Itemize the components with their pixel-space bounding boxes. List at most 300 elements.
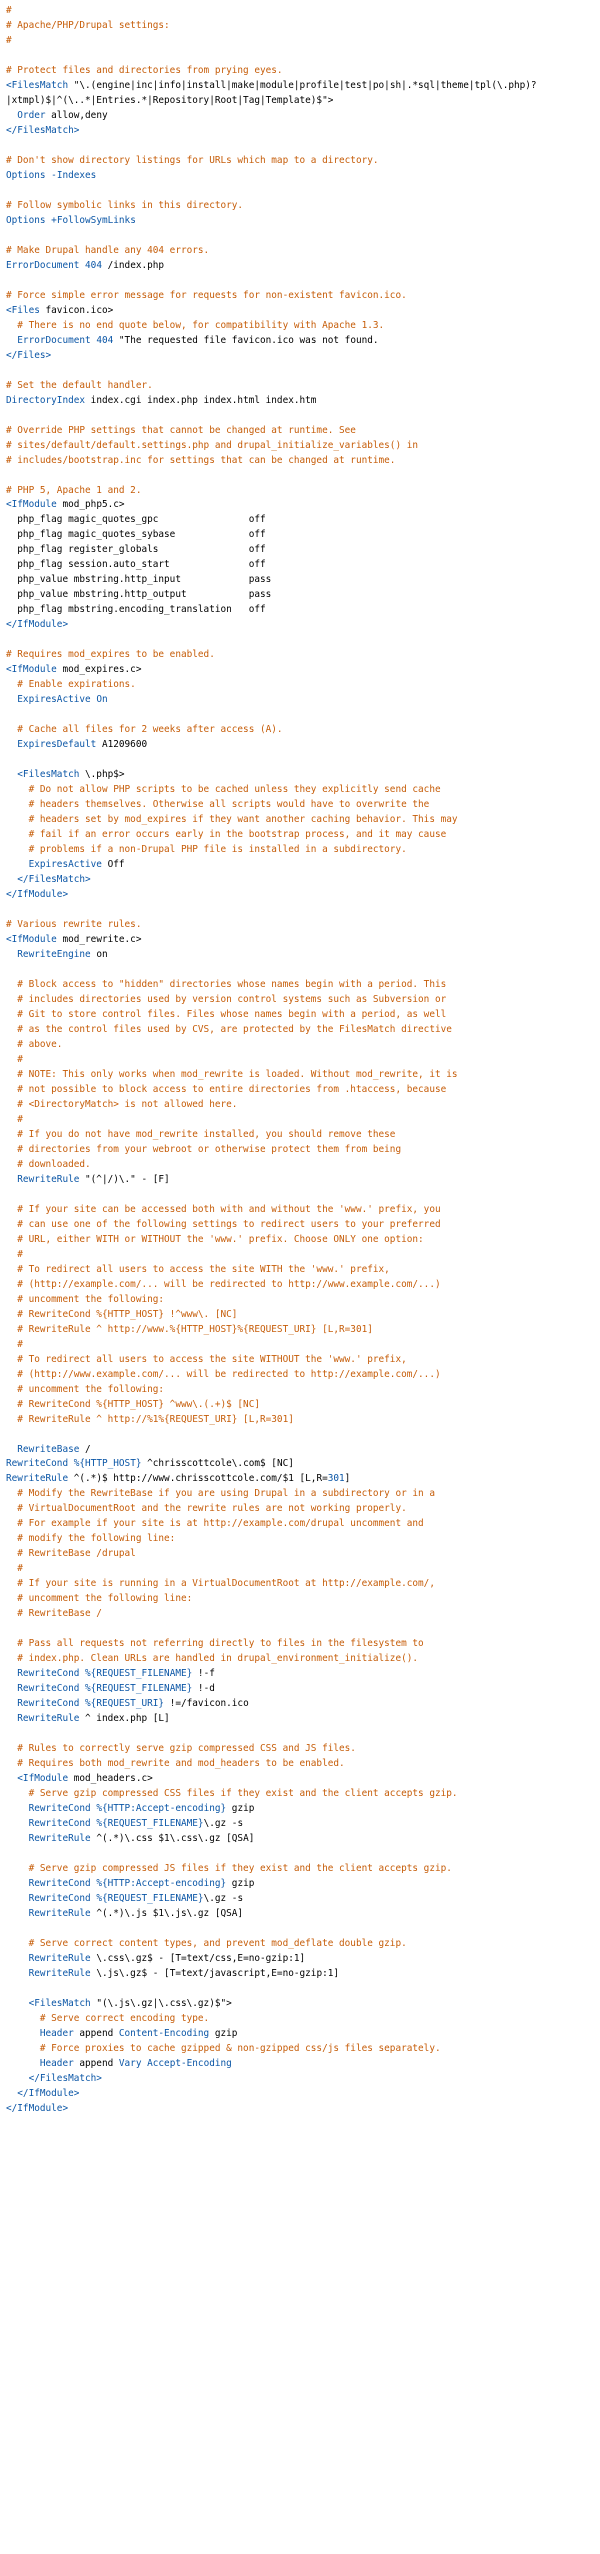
code-line: [6, 1233, 600, 1248]
code-line: [6, 858, 600, 873]
code-keyword: ExpiresActive: [6, 694, 91, 706]
code-comment: # RewriteCond %{HTTP_HOST} ^www\.(.+)$ [NC]: [6, 1398, 260, 1410]
code-line: [6, 94, 600, 109]
code-comment: #: [6, 1113, 23, 1125]
code-comment: # To redirect all users to access the site WITHOUT the 'www.' prefix,: [6, 1353, 407, 1365]
code-line: [6, 1098, 600, 1113]
code-line: [6, 1487, 600, 1502]
code-line: [6, 1652, 600, 1667]
code-line: [6, 1547, 600, 1562]
code-line: [6, 169, 600, 184]
code-line: [6, 1952, 600, 1967]
code-keyword: RewriteCond: [6, 1893, 91, 1905]
code-line: [6, 1293, 600, 1308]
code-keyword: %{REQUEST_FILENAME}: [85, 1668, 193, 1680]
code-keyword: </IfModule>: [6, 2087, 80, 2099]
code-line: [6, 1997, 600, 2012]
code-line: [6, 978, 600, 993]
code-line: [6, 543, 600, 558]
code-text: \.js\.gz$ - [T=text/javascript,E=no-gzip:1]: [90, 1967, 340, 1979]
code-text: index.cgi index.php index.html index.htm: [85, 394, 317, 406]
code-comment: # Protect files and directories from prying eyes.: [6, 64, 283, 76]
code-line: [6, 693, 600, 708]
code-keyword: %{HTTP_HOST}: [73, 1458, 142, 1470]
code-comment: # Serve gzip compressed CSS files if they exist and the client accepts gzip.: [6, 1788, 458, 1800]
code-text: ^(.*)\.js $1\.js\.gz [QSA]: [90, 1908, 244, 1920]
code-text: gzip: [226, 1803, 255, 1815]
code-line: [6, 1113, 600, 1128]
code-line: [6, 124, 600, 139]
code-line: [6, 1817, 600, 1832]
code-keyword: RewriteCond: [6, 1698, 80, 1710]
code-line: [6, 1502, 600, 1517]
code-line: [6, 1398, 600, 1413]
code-keyword: -Indexes: [51, 169, 97, 181]
code-comment: # can use one of the following settings to redirect users to your preferred: [6, 1218, 441, 1230]
code-line: [6, 1278, 600, 1293]
code-text: php_flag magic_quotes_gpc off: [6, 514, 266, 526]
code-line: [6, 4, 600, 19]
code-keyword: Header: [6, 2027, 74, 2039]
code-line: [6, 2087, 600, 2102]
code-keyword: <IfModule: [6, 499, 57, 511]
code-line: [6, 633, 600, 648]
code-keyword: %{HTTP:Accept-encoding}: [96, 1878, 227, 1890]
code-line: [6, 1218, 600, 1233]
code-text: !=/favicon.ico: [164, 1698, 249, 1710]
code-text: Off: [101, 859, 125, 871]
code-text: mod_expires.c>: [56, 664, 142, 676]
code-keyword: ErrorDocument: [6, 334, 91, 346]
code-keyword: </FilesMatch>: [6, 124, 80, 136]
code-line: [6, 379, 600, 394]
code-comment: # RewriteRule ^ http://%1%{REQUEST_URI} [L,R=301]: [6, 1413, 294, 1425]
code-line: [6, 1323, 600, 1338]
code-line: [6, 1368, 600, 1383]
code-line: [6, 1053, 600, 1068]
code-line: [6, 873, 600, 888]
code-text: php_flag register_globals off: [6, 544, 266, 556]
code-keyword: RewriteCond: [6, 1683, 80, 1695]
code-keyword: RewriteRule: [6, 1952, 91, 1964]
code-line: [6, 618, 600, 633]
code-line: [6, 334, 600, 349]
code-text: A1209600: [96, 739, 148, 751]
code-keyword: Order: [6, 109, 46, 121]
code-line: [6, 513, 600, 528]
code-comment: # includes/bootstrap.inc for settings that can be changed at runtime.: [6, 454, 396, 466]
code-keyword: </IfModule>: [6, 619, 69, 631]
code-keyword: <IfModule: [6, 1773, 69, 1785]
code-text: gzip: [209, 2027, 238, 2039]
code-keyword: RewriteEngine: [6, 949, 91, 961]
code-comment: # fail if an error occurs early in the bootstrap process, and it may cause: [6, 829, 447, 841]
code-line: [6, 1068, 600, 1083]
code-line: [6, 2012, 600, 2027]
code-line: [6, 319, 600, 334]
code-comment: # Make Drupal handle any 404 errors.: [6, 244, 210, 256]
code-keyword: Vary: [118, 2057, 142, 2069]
code-line: [6, 1143, 600, 1158]
code-comment: # RewriteBase /: [6, 1608, 102, 1620]
code-line: [6, 933, 600, 948]
code-keyword: RewriteCond: [6, 1818, 91, 1830]
code-line: [6, 1667, 600, 1682]
code-keyword: %{HTTP:Accept-encoding}: [96, 1803, 227, 1815]
code-line: [6, 409, 600, 424]
code-line: [6, 1263, 600, 1278]
code-text: /: [79, 1443, 91, 1455]
code-line: [6, 394, 600, 409]
code-line: [6, 2057, 600, 2072]
code-comment: # Set the default handler.: [6, 379, 153, 391]
code-comment: # Serve correct encoding type.: [6, 2012, 210, 2024]
code-line: [6, 259, 600, 274]
code-line: [6, 1008, 600, 1023]
code-keyword: RewriteCond: [6, 1878, 91, 1890]
code-comment: # There is no end quote below, for compatibility with Apache 1.3.: [6, 319, 385, 331]
code-keyword: ErrorDocument: [6, 259, 80, 271]
code-keyword: Accept-Encoding: [147, 2057, 232, 2069]
code-comment: # Force proxies to cache gzipped & non-gzipped css/js files separately.: [6, 2042, 441, 2054]
code-keyword: RewriteRule: [6, 1173, 80, 1185]
code-text: "(^|/)\." - [F]: [79, 1173, 170, 1185]
code-line: [6, 349, 600, 364]
code-comment: # URL, either WITH or WITHOUT the 'www.' prefix. Choose ONLY one option:: [6, 1233, 424, 1245]
code-line: [6, 1607, 600, 1622]
code-line: [6, 244, 600, 259]
code-comment: #: [6, 1248, 23, 1260]
code-line: [6, 454, 600, 469]
code-comment: # Rules to correctly serve gzip compressed CSS and JS files.: [6, 1743, 356, 1755]
code-line: [6, 109, 600, 124]
code-line: [6, 1772, 600, 1787]
code-line: [6, 1577, 600, 1592]
code-comment: # For example if your site is at http://example.com/drupal uncomment and: [6, 1518, 424, 1530]
code-comment: # uncomment the following:: [6, 1293, 165, 1305]
code-line: [6, 1787, 600, 1802]
code-comment: # sites/default/default.settings.php and drupal_initialize_variables() in: [6, 439, 419, 451]
code-text: php_flag mbstring.encoding_translation off: [6, 604, 266, 616]
code-line: [6, 663, 600, 678]
code-text: ^(.*)\.css $1\.css\.gz [QSA]: [90, 1833, 255, 1845]
code-line: [6, 1443, 600, 1458]
code-keyword: +FollowSymLinks: [51, 214, 136, 226]
code-line: [6, 1517, 600, 1532]
code-keyword: </IfModule>: [6, 2102, 69, 2114]
code-line: [6, 1413, 600, 1428]
code-keyword: </FilesMatch>: [6, 2072, 102, 2084]
code-line: [6, 1188, 600, 1203]
code-comment: # modify the following line:: [6, 1533, 176, 1545]
code-line: [6, 843, 600, 858]
code-line: [6, 1023, 600, 1038]
code-comment: # NOTE: This only works when mod_rewrite is loaded. Without mod_rewrite, it is: [6, 1068, 458, 1080]
code-line: [6, 1428, 600, 1443]
code-text: !-d: [192, 1683, 215, 1695]
code-line: [6, 1308, 600, 1323]
code-line: [6, 888, 600, 903]
code-text: php_value mbstring.http_output pass: [6, 589, 272, 601]
code-line: [6, 1802, 600, 1817]
code-line: [6, 1697, 600, 1712]
code-line: [6, 439, 600, 454]
code-text: mod_php5.c>: [56, 499, 125, 511]
code-comment: # PHP 5, Apache 1 and 2.: [6, 484, 142, 496]
code-keyword: <Files: [6, 304, 40, 316]
code-comment: # as the control files used by CVS, are protected by the FilesMatch directive: [6, 1023, 452, 1035]
code-text: ^chrisscottcole\.com$ [NC]: [141, 1458, 294, 1470]
code-text: on: [90, 949, 108, 961]
code-line: [6, 1862, 600, 1877]
code-line: [6, 1727, 600, 1742]
code-text: "The requested file favicon.ico was not found.: [113, 334, 379, 346]
code-line: [6, 573, 600, 588]
code-comment: # Apache/PHP/Drupal settings:: [6, 19, 170, 31]
code-line: [6, 1248, 600, 1263]
code-line: [6, 184, 600, 199]
code-comment: # downloaded.: [6, 1158, 91, 1170]
code-text: "(\.js\.gz|\.css\.gz)$">: [90, 1997, 232, 2009]
code-keyword: </IfModule>: [6, 889, 69, 901]
code-comment: # headers set by mod_expires if they want another caching behavior. This may: [6, 814, 458, 826]
code-comment: # If your site is running in a VirtualDocumentRoot at http://example.com/,: [6, 1578, 435, 1590]
code-keyword: RewriteRule: [6, 1908, 91, 1920]
code-comment: # Block access to "hidden" directories whose names begin with a period. This: [6, 978, 447, 990]
code-line: [6, 1892, 600, 1907]
code-keyword: 404: [85, 259, 102, 271]
code-comment: # headers themselves. Otherwise all scripts would have to overwrite the: [6, 799, 430, 811]
code-line: [6, 1622, 600, 1637]
code-text: php_flag session.auto_start off: [6, 559, 266, 571]
code-line: [6, 903, 600, 918]
code-comment: # Do not allow PHP scripts to be cached unless they explicitly send cache: [6, 784, 441, 796]
code-line: [6, 558, 600, 573]
code-line: [6, 798, 600, 813]
code-keyword: %{REQUEST_FILENAME}: [96, 1893, 204, 1905]
code-comment: # To redirect all users to access the site WITH the 'www.' prefix,: [6, 1263, 390, 1275]
code-comment: # (http://www.example.com/... will be redirected to http://example.com/...): [6, 1368, 441, 1380]
code-text: gzip: [226, 1878, 255, 1890]
code-text: ^ index.php [L]: [79, 1713, 170, 1725]
code-keyword: 301: [327, 1473, 345, 1485]
code-keyword: <IfModule: [6, 664, 57, 676]
code-keyword: Content-Encoding: [118, 2027, 210, 2039]
code-comment: #: [6, 1563, 23, 1575]
code-keyword: RewriteBase: [6, 1443, 80, 1455]
code-text: php_flag magic_quotes_sybase off: [6, 529, 266, 541]
code-line: [6, 948, 600, 963]
code-comment: # If your site can be accessed both with and without the 'www.' prefix, you: [6, 1203, 441, 1215]
code-line: [6, 289, 600, 304]
code-text: \.gz -s: [203, 1893, 244, 1905]
code-text: \.php$>: [79, 769, 125, 781]
code-text: \.css\.gz$ - [T=text/css,E=no-gzip:1]: [90, 1952, 306, 1964]
code-line: [6, 723, 600, 738]
code-comment: # Pass all requests not referring directly to files in the filesystem to: [6, 1638, 424, 1650]
code-keyword: ExpiresActive: [6, 859, 102, 871]
code-line: [6, 2102, 600, 2117]
code-line: [6, 424, 600, 439]
code-line: [6, 1472, 600, 1487]
code-text: \.gz -s: [203, 1818, 244, 1830]
code-line: [6, 199, 600, 214]
code-keyword: <FilesMatch: [6, 79, 69, 91]
code-comment: # If you do not have mod_rewrite installed, you should remove these: [6, 1128, 396, 1140]
code-line: [6, 139, 600, 154]
code-line: [6, 753, 600, 768]
code-line: [6, 19, 600, 34]
code-keyword: 404: [96, 334, 114, 346]
code-line: [6, 1173, 600, 1188]
code-text: php_value mbstring.http_input pass: [6, 574, 272, 586]
code-keyword: RewriteRule: [6, 1473, 69, 1485]
code-line: [6, 1982, 600, 1997]
code-comment: # uncomment the following:: [6, 1383, 165, 1395]
code-line: [6, 1592, 600, 1607]
code-line: [6, 963, 600, 978]
code-comment: # not possible to block access to entire directories from .htaccess, because: [6, 1083, 447, 1095]
code-text: mod_rewrite.c>: [56, 934, 142, 946]
code-line: [6, 1038, 600, 1053]
code-comment: # RewriteRule ^ http://www.%{HTTP_HOST}%{REQUEST_URI} [L,R=301]: [6, 1323, 373, 1335]
code-comment: # (http://example.com/... will be redirected to http://www.example.com/...): [6, 1278, 441, 1290]
code-line: [6, 49, 600, 64]
code-keyword: DirectoryIndex: [6, 394, 86, 406]
code-comment: #: [6, 5, 12, 16]
code-comment: # Serve gzip compressed JS files if they exist and the client accepts gzip.: [6, 1863, 452, 1875]
code-line: [6, 2072, 600, 2087]
code-comment: # Requires mod_expires to be enabled.: [6, 649, 215, 661]
code-comment: # Follow symbolic links in this directory.: [6, 199, 244, 211]
code-line: [6, 1907, 600, 1922]
code-comment: # Force simple error message for requests for non-existent favicon.ico.: [6, 289, 407, 301]
code-line: [6, 588, 600, 603]
code-comment: # RewriteCond %{HTTP_HOST} !^www\. [NC]: [6, 1308, 238, 1320]
code-comment: # Don't show directory listings for URLs which map to a directory.: [6, 154, 379, 166]
code-line: [6, 1847, 600, 1862]
code-comment: #: [6, 34, 12, 46]
code-comment: # Serve correct content types, and prevent mod_deflate double gzip.: [6, 1937, 407, 1949]
code-comment: # Enable expirations.: [6, 679, 136, 691]
code-text: ]: [344, 1473, 351, 1485]
code-text: |xtmpl)$|^(\..*|Entries.*|Repository|Root|Tag|Template)$">: [6, 94, 334, 106]
code-keyword: RewriteRule: [6, 1833, 91, 1845]
code-line: [6, 154, 600, 169]
code-line: [6, 364, 600, 379]
code-line: [6, 1742, 600, 1757]
code-line: [6, 1203, 600, 1218]
code-comment: # Cache all files for 2 weeks after access (A).: [6, 724, 283, 736]
code-comment: # RewriteBase /drupal: [6, 1548, 136, 1560]
code-line: [6, 603, 600, 618]
code-line: [6, 1532, 600, 1547]
code-line: [6, 1128, 600, 1143]
code-keyword: RewriteCond: [6, 1803, 91, 1815]
code-comment: # Modify the RewriteBase if you are using Drupal in a subdirectory or in a: [6, 1488, 435, 1500]
code-line: [6, 993, 600, 1008]
code-line: [6, 1937, 600, 1952]
code-keyword: Options: [6, 169, 46, 181]
code-comment: #: [6, 1053, 23, 1065]
code-keyword: ExpiresDefault: [6, 739, 97, 751]
code-text: favicon.ico>: [39, 304, 114, 316]
code-line: [6, 229, 600, 244]
code-comment: #: [6, 1338, 23, 1350]
code-text: allow,deny: [45, 109, 108, 121]
code-line: [6, 498, 600, 513]
code-line: [6, 1158, 600, 1173]
code-comment: # <DirectoryMatch> is not allowed here.: [6, 1098, 238, 1110]
code-comment: # Requires both mod_rewrite and mod_headers to be enabled.: [6, 1758, 345, 1770]
code-line: [6, 1712, 600, 1727]
code-comment: # Git to store control files. Files whose names begin with a period, as well: [6, 1008, 447, 1020]
code-text: mod_headers.c>: [68, 1773, 153, 1785]
code-text: /index.php: [101, 259, 165, 271]
code-line: [6, 1757, 600, 1772]
code-keyword: </Files>: [6, 349, 52, 361]
code-line: [6, 648, 600, 663]
code-line: [6, 304, 600, 319]
code-text: !-f: [192, 1668, 215, 1680]
code-line: [6, 813, 600, 828]
code-keyword: RewriteCond: [6, 1668, 80, 1680]
code-line: [6, 214, 600, 229]
code-line: [6, 528, 600, 543]
code-text: append: [73, 2057, 119, 2069]
code-keyword: RewriteRule: [6, 1967, 91, 1979]
code-text: ^(.*)$ http://www.chrisscottcole.com/$1 [L,R=: [68, 1473, 328, 1485]
code-comment: # directories from your webroot or otherwise protect them from being: [6, 1143, 402, 1155]
code-line: [6, 918, 600, 933]
code-line: [6, 1353, 600, 1368]
code-line: [6, 738, 600, 753]
code-line: [6, 768, 600, 783]
code-line: [6, 1832, 600, 1847]
code-line: [6, 1562, 600, 1577]
code-comment: # above.: [6, 1038, 63, 1050]
code-line: [6, 2027, 600, 2042]
code-keyword: RewriteRule: [6, 1713, 80, 1725]
code-comment: # Override PHP settings that cannot be changed at runtime. See: [6, 424, 356, 436]
code-keyword: <FilesMatch: [6, 1997, 91, 2009]
code-keyword: Header: [6, 2057, 74, 2069]
code-comment: # uncomment the following line:: [6, 1593, 193, 1605]
code-keyword: %{REQUEST_FILENAME}: [96, 1818, 204, 1830]
code-line: [6, 2042, 600, 2057]
code-line: [6, 1682, 600, 1697]
code-comment: # includes directories used by version control systems such as Subversion or: [6, 993, 447, 1005]
code-keyword: </FilesMatch>: [6, 874, 91, 886]
code-line: [6, 1637, 600, 1652]
code-comment: # VirtualDocumentRoot and the rewrite rules are not working properly.: [6, 1503, 407, 1515]
code-text: "\.(engine|inc|info|install|make|module|profile|test|po|sh|.*sql|theme|tpl(\.php)?: [68, 79, 537, 91]
code-keyword: <IfModule: [6, 934, 57, 946]
code-line: [6, 783, 600, 798]
code-line: [6, 1338, 600, 1353]
code-line: [6, 1383, 600, 1398]
code-line: [6, 1967, 600, 1982]
code-line: [6, 1457, 600, 1472]
code-line: [6, 678, 600, 693]
code-line: [6, 79, 600, 94]
code-comment: # index.php. Clean URLs are handled in drupal_environment_initialize().: [6, 1653, 419, 1665]
code-keyword: Options: [6, 214, 46, 226]
code-keyword: On: [96, 694, 108, 706]
code-line: [6, 34, 600, 49]
code-comment: # problems if a non-Drupal PHP file is installed in a subdirectory.: [6, 844, 407, 856]
code-line: [6, 484, 600, 499]
